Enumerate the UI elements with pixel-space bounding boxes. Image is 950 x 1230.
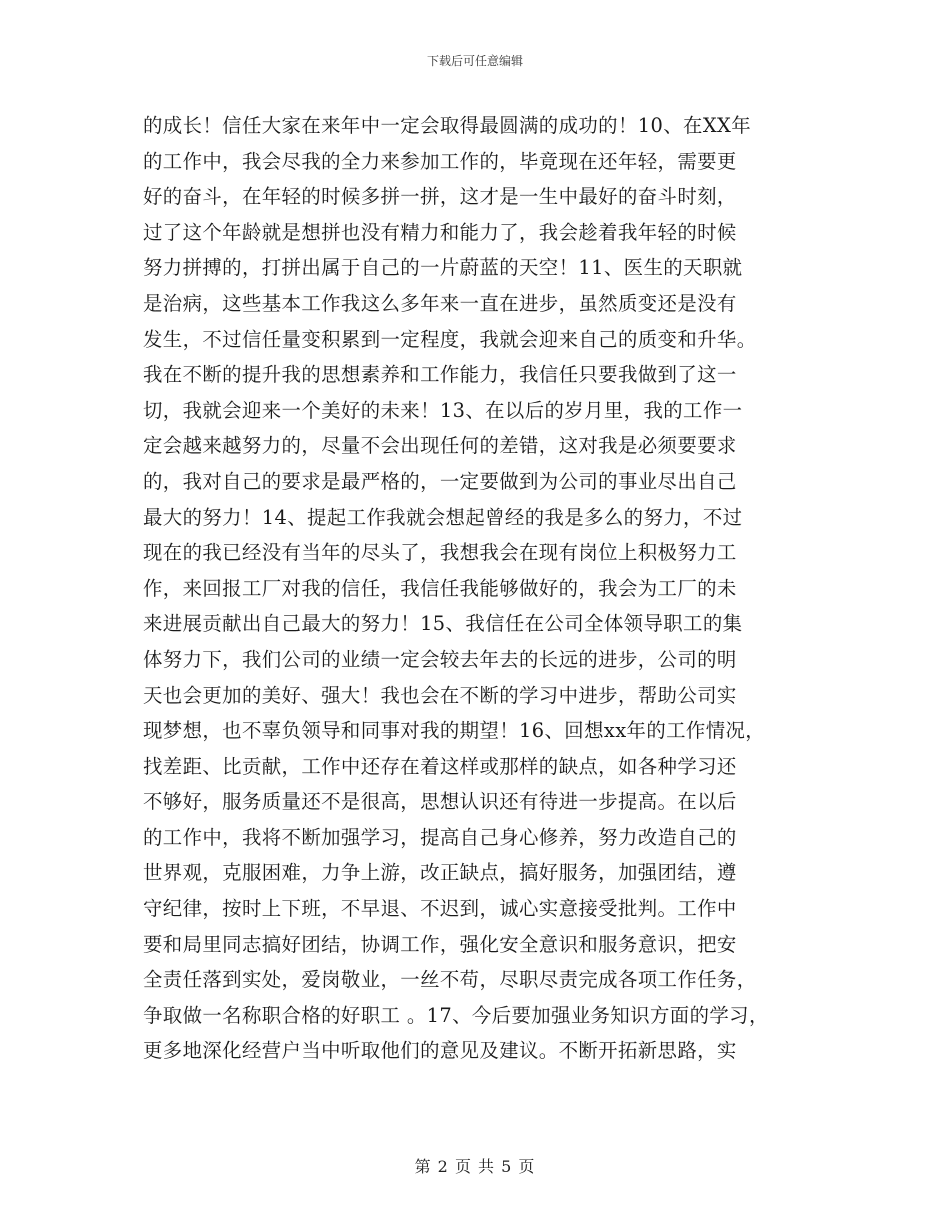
body-line: 要和局里同志搞好团结，协调工作，强化安全意识和服务意识，把安 — [143, 932, 737, 956]
body-line: 切，我就会迎来一个美好的未来！13、在以后的岁月里，我的工作一 — [143, 398, 743, 422]
body-line: 体努力下，我们公司的业绩一定会较去年去的长远的进步，公司的明 — [143, 647, 737, 671]
body-line: 全责任落到实处，爱岗敬业，一丝不苟，尽职尽责完成各项工作任务， — [143, 968, 757, 992]
body-line: 我在不断的提升我的思想素养和工作能力，我信任只要我做到了这一 — [143, 363, 737, 387]
body-line: 现在的我已经没有当年的尽头了，我想我会在现有岗位上积极努力工 — [143, 541, 737, 565]
body-line: 不够好，服务质量还不是很高，思想认识还有待进一步提高。在以后 — [143, 790, 737, 814]
body-line: 的成长！信任大家在来年中一定会取得最圆满的成功的！10、在XX年 — [143, 114, 752, 137]
body-line: 更多地深化经营户当中听取他们的意见及建议。不断开拓新思路，实 — [143, 1039, 737, 1063]
page-header-note: 下载后可任意编辑 — [426, 54, 523, 68]
page-number-footer: 第 2 页 共 5 页 — [414, 1157, 536, 1176]
body-line: 努力拼搏的，打拼出属于自己的一片蔚蓝的天空！11、医生的天职就 — [143, 256, 743, 280]
body-line: 世界观，克服困难，力争上游，改正缺点，搞好服务，加强团结，遵 — [143, 861, 737, 885]
body-line: 现梦想，也不辜负领导和同事对我的期望！16、回想xx年的工作情况， — [143, 719, 766, 743]
body-line: 守纪律，按时上下班，不早退、不迟到，诚心实意接受批判。工作中 — [143, 897, 737, 921]
body-line: 天也会更加的美好、强大！我也会在不断的学习中进步，帮助公司实 — [143, 683, 737, 707]
document-body — [143, 108, 823, 1069]
body-line: 的，我对自己的要求是最严格的，一定要做到为公司的事业尽出自己 — [143, 469, 737, 493]
body-line: 是治病，这些基本工作我这么多年来一直在进步，虽然质变还是没有 — [143, 291, 737, 315]
body-line: 的工作中，我会尽我的全力来参加工作的，毕竟现在还年轻，需要更 — [143, 149, 737, 173]
body-line: 争取做一名称职合格的好职工 。17、今后要加强业务知识方面的学习， — [143, 1003, 769, 1027]
body-line: 最大的努力！14、提起工作我就会想起曾经的我是多么的努力，不过 — [143, 505, 743, 529]
body-line: 作，来回报工厂对我的信任，我信任我能够做好的，我会为工厂的未 — [143, 576, 737, 600]
body-line: 找差距、比贡献，工作中还存在着这样或那样的缺点，如各种学习还 — [143, 754, 737, 778]
body-line: 好的奋斗，在年轻的时候多拼一拼，这才是一生中最好的奋斗时刻， — [143, 185, 737, 209]
body-line: 过了这个年龄就是想拼也没有精力和能力了，我会趁着我年轻的时候 — [143, 220, 737, 244]
body-line: 的工作中，我将不断加强学习，提高自己身心修养，努力改造自己的 — [143, 825, 737, 849]
body-line: 定会越来越努力的，尽量不会出现任何的差错，这对我是必须要要求 — [143, 434, 737, 458]
body-line: 发生，不过信任量变积累到一定程度，我就会迎来自己的质变和升华。 — [143, 327, 757, 351]
body-line: 来进展贡献出自己最大的努力！15、我信任在公司全体领导职工的集 — [143, 612, 743, 636]
